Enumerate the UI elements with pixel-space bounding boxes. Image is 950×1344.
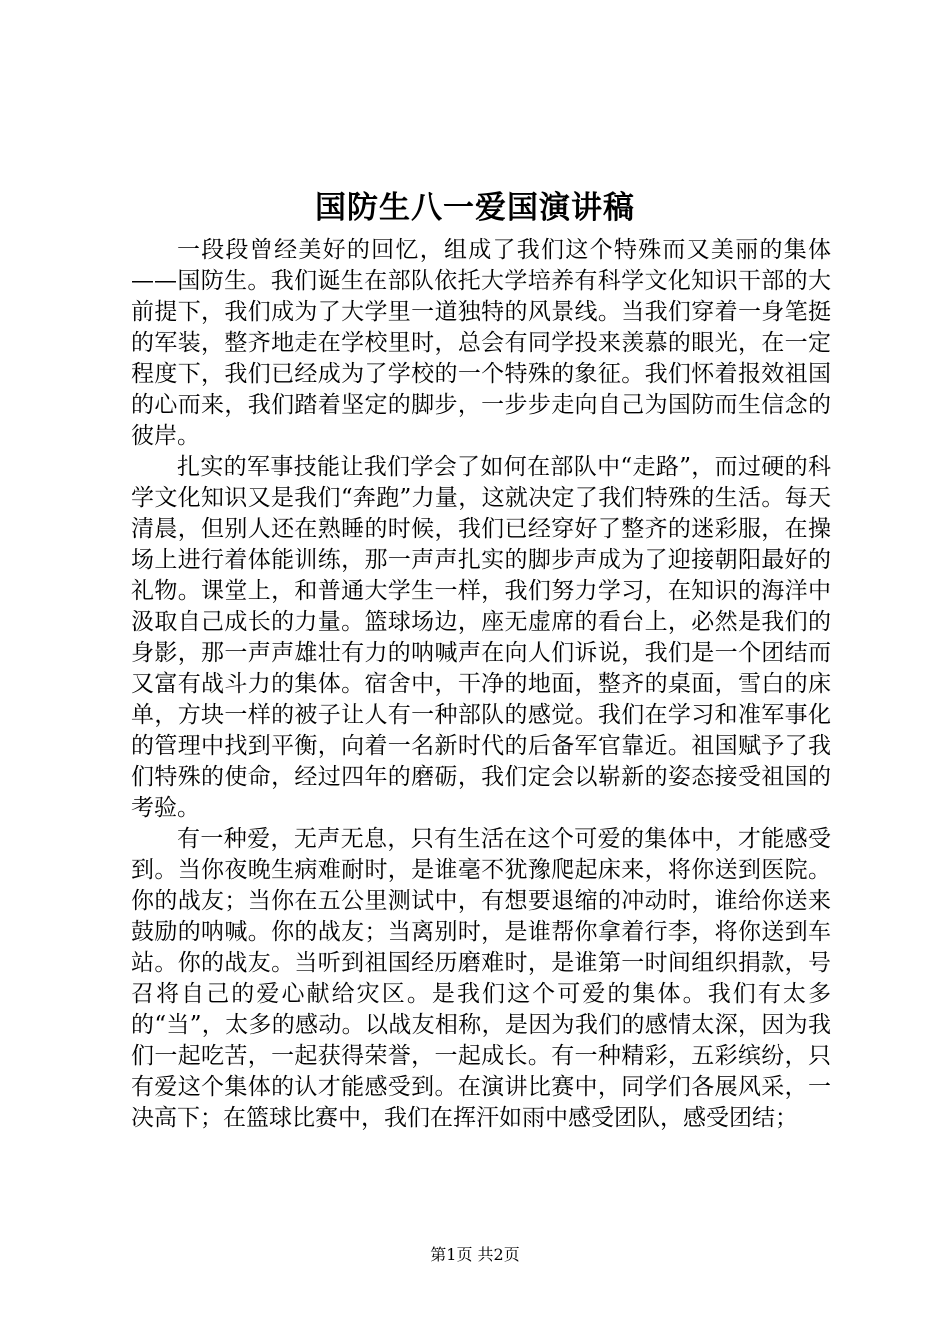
paragraph-2: 扎实的军事技能让我们学会了如何在部队中“走路”，而过硬的科学文化知识又是我们“奔跑”力量，这就决定了我们特殊的生活。每天清晨，但别人还在熟睡的时候，我们已经穿好了整齐的迷彩服，在操场上进行着体能训练，那一声声扎实的脚步声成为了迎接朝阳最好的礼物。课堂上，和普通大学生一样，我们努力学习，在知识的海洋中汲取自己成长的力量。篮球场边，座无虚席的看台上，必然是我们的身影，那一声声雄壮有力的呐喊声在向人们诉说，我们是一个团结而又富有战斗力的集体。宿舍中，干净的地面，整齐的桌面，雪白的床单，方块一样的被子让人有一种部队的感觉。我们在学习和准军事化的管理中找到平衡，向着一名新时代的后备军官靠近。祖国赋予了我们特殊的使命，经过四年的磨砺，我们定会以崭新的姿态接受祖国的考验。 [131,454,831,821]
paragraph-1: 一段段曾经美好的回忆，组成了我们这个特殊而又美丽的集体——国防生。我们诞生在部队依托大学培养有科学文化知识干部的大前提下，我们成为了大学里一道独特的风景线。当我们穿着一身笔挺的军装，整齐地走在学校里时，总会有同学投来羡慕的眼光，在一定程度下，我们已经成为了学校的一个特殊的象征。我们怀着报效祖国的心而来，我们踏着坚定的脚步，一步步走向自己为国防而生信念的彼岸。 [131,237,831,449]
page-footer: 第1页 共2页 [430,1245,520,1264]
paragraph-3: 有一种爱，无声无息，只有生活在这个可爱的集体中，才能感受到。当你夜晚生病难耐时，是谁毫不犹豫爬起床来，将你送到医院。你的战友；当你在五公里测试中，有想要退缩的冲动时，谁给你送来鼓励的呐喊。你的战友；当离别时，是谁帮你拿着行李，将你送到车站。你的战友。当听到祖国经历磨难时，是谁第一时间组织捐款，号召将自己的爱心献给灾区。是我们这个可爱的集体。我们有太多的“当”，太多的感动。以战友相称，是因为我们的感情太深，因为我们一起吃苦，一起获得荣誉，一起成长。有一种精彩，五彩缤纷，只有爱这个集体的认才能感受到。在演讲比赛中，同学们各展风采，一决高下；在篮球比赛中，我们在挥汗如雨中感受团队，感受团结； [131,826,831,1131]
document-body [131,235,831,1134]
document-title: 国防生八一爱国演讲稿 [315,190,635,226]
